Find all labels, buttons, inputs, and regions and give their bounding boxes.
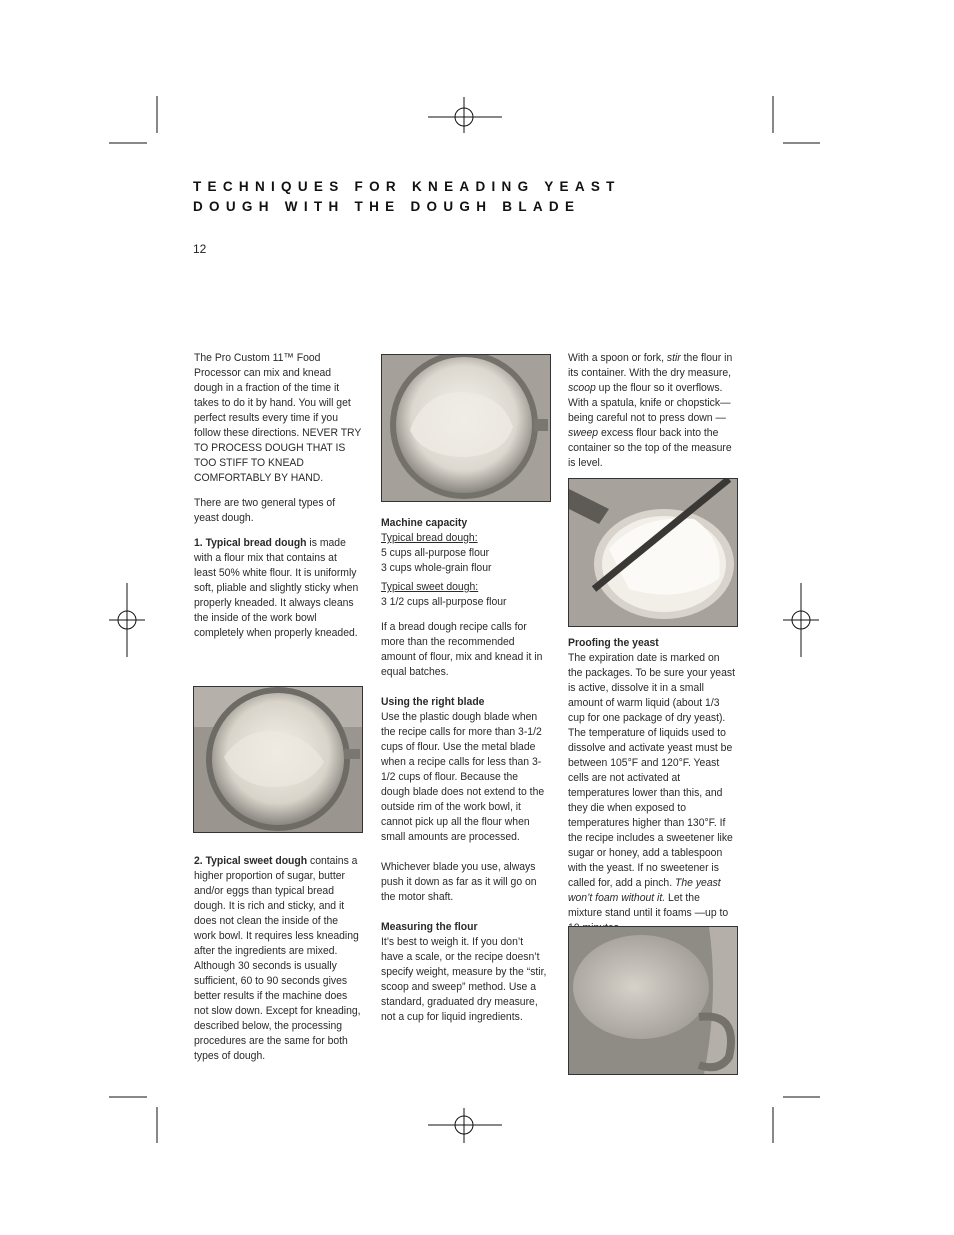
machine-capacity-heading: Machine capacity: [381, 517, 468, 529]
bread-dough-paragraph: 1. Typical bread dough is made with a flour mix that contains at least 50% white flour. It is uniformly soft, pliable and slightly sticky when properly kneaded. It always cleans the inside of the work bowl completely when properly kneaded.: [194, 537, 359, 639]
push-blade-paragraph: Whichever blade you use, always push it down as far as it will go on the motor shaft.: [381, 861, 537, 903]
dough-bowl-image: [194, 687, 362, 832]
registration-mark-left: [109, 583, 145, 657]
dough-bowl-image-2: [382, 355, 550, 501]
page-number: 12: [193, 242, 207, 256]
measuring-flour-heading: Measuring the flour: [381, 921, 478, 933]
batches-paragraph: If a bread dough recipe calls for more than the recommended amount of flour, mix and knead it in equal batches.: [381, 621, 543, 678]
liquid-measure-image: [569, 927, 737, 1074]
proofing-yeast-heading: Proofing the yeast: [568, 637, 659, 649]
column-2: [381, 516, 548, 1035]
registration-mark-top: [428, 97, 502, 133]
registration-mark-right: [783, 583, 819, 657]
column-3-lower: [568, 636, 735, 946]
measuring-flour-section: Measuring the flour It’s best to weigh it. If you don’t have a scale, or the recipe doesn’t specify weight, measure by the “stir, scoop and sweep” method. Use a standard, graduated dry measure, not a cup for liquid ingredients.: [381, 920, 548, 1025]
photo-sweet-dough-bowl: [381, 354, 551, 502]
stir-scoop-sweep-paragraph: With a spoon or fork, stir the flour in its container. With the dry measure, scoop up the flour so it overflows. With a spatula, knife or chopstick— being careful not to press down — sweep excess flour back into the container so the top of the measure is level.: [568, 352, 733, 469]
page-title: TECHNIQUES FOR KNEADING YEAST DOUGH WITH THE DOUGH BLADE: [193, 179, 621, 214]
intro-paragraph: The Pro Custom 11™ Food Processor can mix and knead dough in a fraction of the time it takes to do it by hand. You will get perfect results every time if you follow these directions. NEVER TRY TO PROCESS DOUGH THAT IS TOO STIFF TO KNEAD COMFORTABLY BY HAND.: [194, 352, 362, 484]
right-blade-heading: Using the right blade: [381, 696, 485, 708]
proofing-yeast-section: Proofing the yeast The expiration date is marked on the packages. To be sure your yeast is active, dissolve it in a small amount of warm liquid (about 1/3 cup for one package of dry yeast). The temperature of liquids used to dissolve and activate yeast must be between 105°F and 120°F. Yeast cells are not activated at temperatures lower than this, and they die when exposed to temperatures higher than 130°F. If the recipe includes a sweetener like sugar or honey, add a tablespoon with the yeast. If no sweetener is called for, add a pinch. The yeast won’t foam without it. Let the mixture stand until it foams —up to: [568, 637, 735, 919]
sweet-capacity: Typical sweet dough: 3 1/2 cups all-purpose flour: [381, 581, 507, 608]
column-1-lower: [194, 854, 361, 1074]
photo-leveling-flour: [568, 478, 738, 627]
photo-bread-dough-bowl: [193, 686, 363, 833]
photo-yeast-foam: [568, 926, 738, 1075]
column-3: [568, 351, 735, 481]
registration-mark-bottom: [428, 1108, 502, 1143]
column-1: [194, 351, 361, 651]
measuring-cup-image: [569, 479, 737, 626]
machine-capacity-section: Machine capacity Typical bread dough: 5 cups all-purpose flour 3 cups whole-grain flour: [381, 516, 548, 576]
right-blade-section: Using the right blade Use the plastic dough blade when the recipe calls for more than 3-1/2 cups of flour. Use the metal blade when a recipe calls for less than 3-1/2 cups of flour. Because the dough blade does not extend to the outside rim of the work bowl, it cannot pick up all the flour when small amounts are processed.: [381, 695, 548, 845]
types-paragraph: There are two general types of yeast dough.: [194, 497, 336, 524]
sweet-dough-paragraph: 2. Typical sweet dough contains a higher proportion of sugar, butter and/or eggs than typical bread dough. It is rich and sticky, and it does not clean the inside of the work bowl. It requires less kneading after the ingredients are mixed. Although 30 seconds is usually sufficient, 60 to 90 seconds gives better results if the machine does not slow down. Except for kneading, described below, the processing procedures are the same for both types of dough.: [194, 855, 361, 1062]
